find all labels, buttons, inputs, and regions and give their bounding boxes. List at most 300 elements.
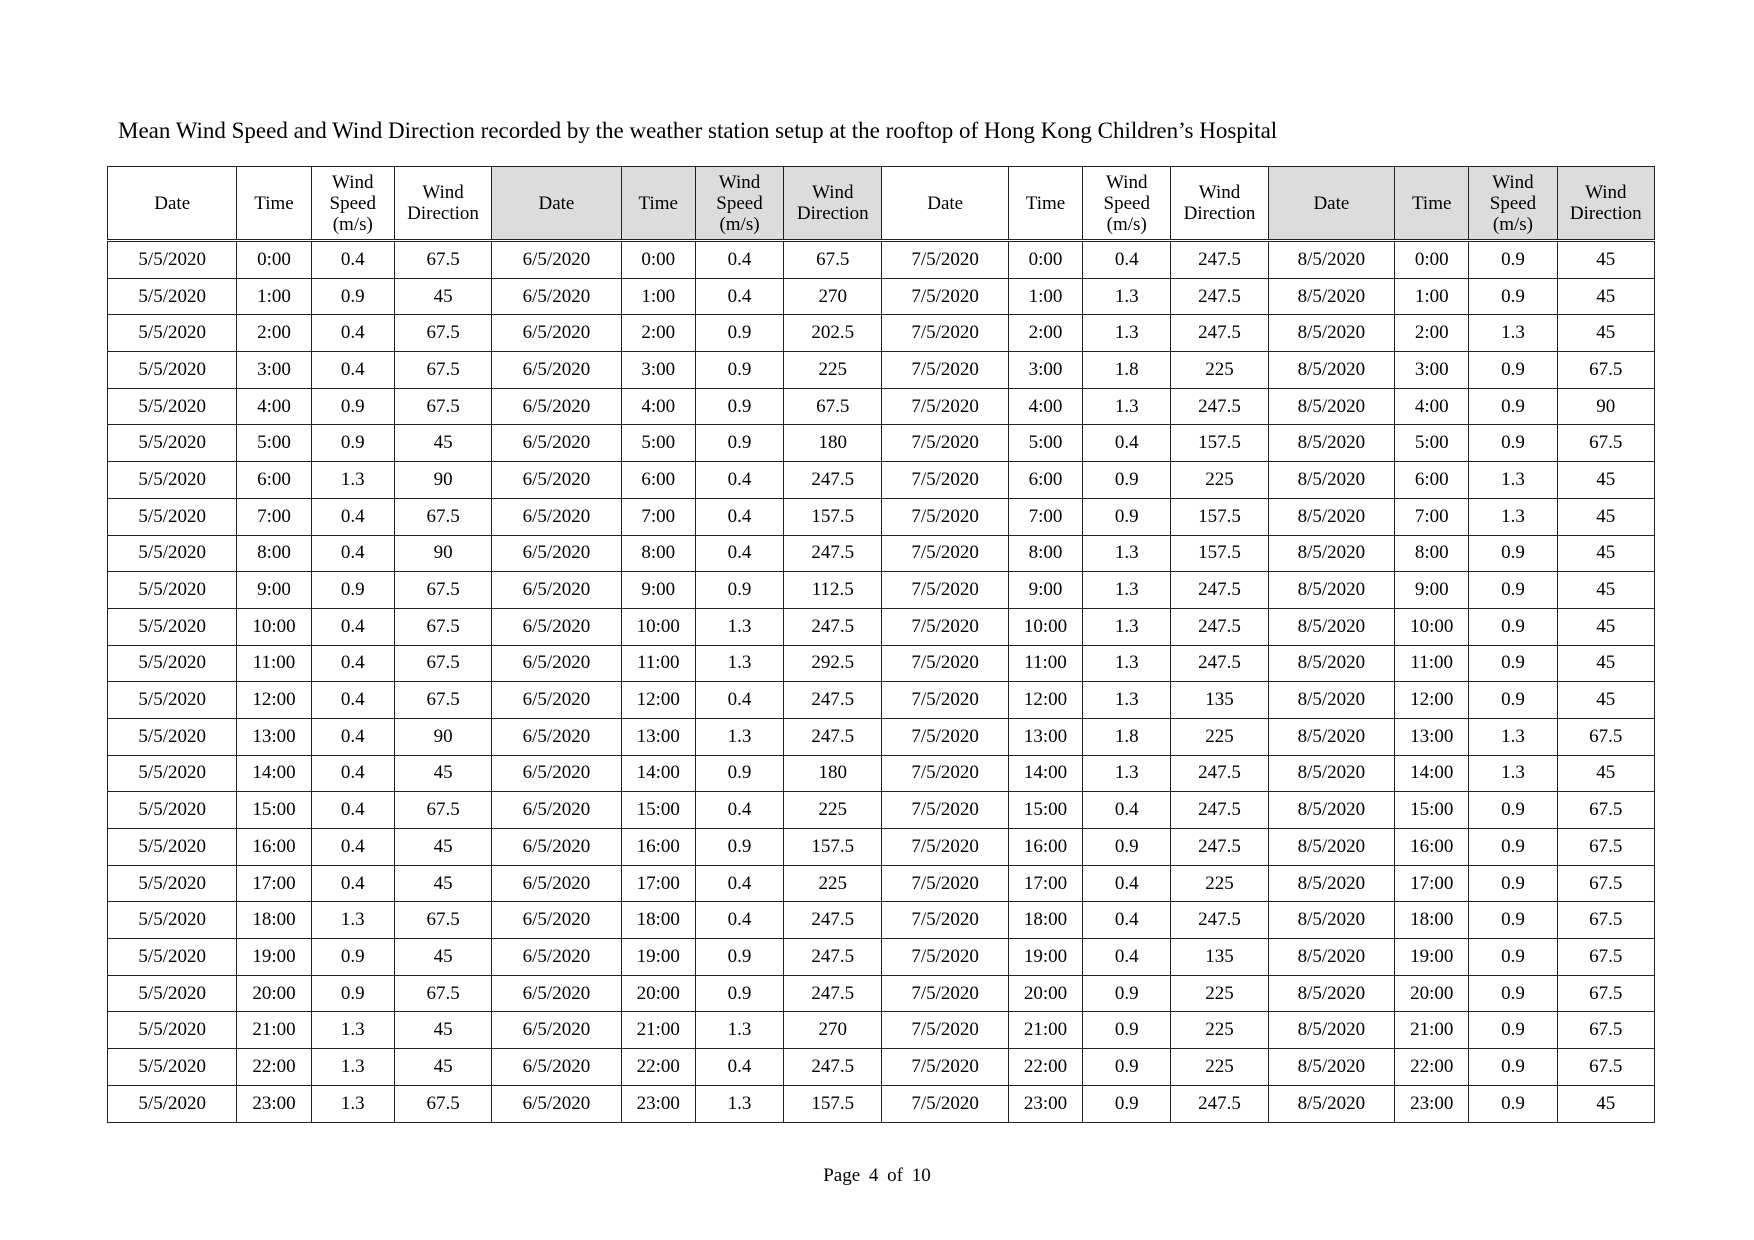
header-wind-speed-line: Speed (716, 192, 763, 214)
wind-direction-cell: 67.5 (1557, 975, 1654, 1012)
time-cell: 7:00 (1395, 498, 1469, 535)
date-cell: 8/5/2020 (1268, 645, 1394, 682)
date-cell: 7/5/2020 (882, 425, 1008, 462)
time-cell: 23:00 (1395, 1085, 1469, 1122)
time-cell: 5:00 (237, 425, 311, 462)
wind-speed-cell: 0.9 (1469, 792, 1557, 829)
table-row (108, 755, 1655, 792)
wind-direction-cell: 45 (1557, 572, 1654, 609)
time-cell: 19:00 (237, 939, 311, 976)
wind-direction-cell: 67.5 (394, 1085, 491, 1122)
wind-speed-cell: 0.4 (311, 645, 394, 682)
table-row (108, 388, 1655, 425)
wind-speed-cell: 0.4 (1083, 865, 1171, 902)
time-cell: 0:00 (621, 241, 695, 279)
wind-speed-cell: 0.9 (695, 755, 783, 792)
wind-direction-cell: 67.5 (394, 498, 491, 535)
date-cell: 8/5/2020 (1268, 718, 1394, 755)
time-cell: 11:00 (1008, 645, 1082, 682)
time-cell: 10:00 (237, 608, 311, 645)
header-wind-direction-line: Direction (407, 203, 479, 224)
wind-direction-cell: 45 (394, 755, 491, 792)
date-cell: 8/5/2020 (1268, 902, 1394, 939)
table-row (108, 1049, 1655, 1086)
date-cell: 5/5/2020 (108, 1085, 237, 1122)
wind-speed-cell: 0.9 (695, 939, 783, 976)
time-cell: 15:00 (1395, 792, 1469, 829)
time-cell: 6:00 (237, 462, 311, 499)
header-time: Time (237, 167, 311, 241)
date-cell: 5/5/2020 (108, 462, 237, 499)
date-cell: 6/5/2020 (492, 939, 621, 976)
header-wind-speed-line: (m/s) (719, 213, 760, 235)
wind-direction-cell: 45 (1557, 462, 1654, 499)
wind-direction-cell: 202.5 (784, 315, 882, 352)
header-wind-speed-line: Wind (718, 171, 761, 193)
header-date: Date (882, 167, 1008, 241)
time-cell: 2:00 (1395, 315, 1469, 352)
date-cell: 5/5/2020 (108, 792, 237, 829)
wind-direction-cell: 45 (394, 939, 491, 976)
wind-speed-cell: 0.9 (1469, 425, 1557, 462)
date-cell: 7/5/2020 (882, 278, 1008, 315)
table-row (108, 535, 1655, 572)
time-cell: 20:00 (237, 975, 311, 1012)
wind-direction-cell: 270 (784, 278, 882, 315)
wind-direction-cell: 157.5 (784, 829, 882, 866)
time-cell: 11:00 (237, 645, 311, 682)
wind-direction-cell: 67.5 (1557, 425, 1654, 462)
time-cell: 12:00 (237, 682, 311, 719)
wind-speed-cell: 0.9 (1083, 462, 1171, 499)
time-cell: 23:00 (1008, 1085, 1082, 1122)
header-wind-speed-line: (m/s) (332, 213, 373, 235)
wind-speed-cell: 1.3 (1083, 315, 1171, 352)
time-cell: 13:00 (1395, 718, 1469, 755)
date-cell: 8/5/2020 (1268, 425, 1394, 462)
wind-direction-cell: 225 (1171, 865, 1268, 902)
header-wind-speed (1469, 167, 1557, 241)
wind-direction-cell: 45 (394, 865, 491, 902)
date-cell: 8/5/2020 (1268, 939, 1394, 976)
date-cell: 7/5/2020 (882, 645, 1008, 682)
header-wind-speed-line: (m/s) (1492, 213, 1534, 235)
date-cell: 5/5/2020 (108, 608, 237, 645)
date-cell: 5/5/2020 (108, 645, 237, 682)
date-cell: 8/5/2020 (1268, 498, 1394, 535)
wind-speed-cell: 0.9 (1469, 645, 1557, 682)
wind-direction-cell: 45 (1557, 315, 1654, 352)
wind-speed-cell: 0.4 (311, 865, 394, 902)
table-row (108, 278, 1655, 315)
date-cell: 7/5/2020 (882, 718, 1008, 755)
wind-speed-cell: 0.4 (311, 352, 394, 389)
date-cell: 7/5/2020 (882, 902, 1008, 939)
wind-speed-cell: 0.4 (311, 718, 394, 755)
wind-speed-cell: 0.9 (695, 315, 783, 352)
of-label: of (887, 1165, 903, 1186)
time-cell: 1:00 (1395, 278, 1469, 315)
wind-speed-cell: 0.9 (1469, 829, 1557, 866)
table-row (108, 241, 1655, 279)
time-cell: 20:00 (1008, 975, 1082, 1012)
wind-direction-cell: 157.5 (784, 498, 882, 535)
date-cell: 5/5/2020 (108, 388, 237, 425)
time-cell: 2:00 (621, 315, 695, 352)
time-cell: 14:00 (237, 755, 311, 792)
table-row (108, 498, 1655, 535)
wind-speed-cell: 0.9 (1083, 1049, 1171, 1086)
date-cell: 5/5/2020 (108, 718, 237, 755)
wind-direction-cell: 45 (1557, 1085, 1654, 1122)
time-cell: 8:00 (237, 535, 311, 572)
date-cell: 5/5/2020 (108, 1012, 237, 1049)
time-cell: 13:00 (1008, 718, 1082, 755)
date-cell: 5/5/2020 (108, 278, 237, 315)
document-title: Mean Wind Speed and Wind Direction recorded by the weather station setup at the rooftop of Hong Kong Children’s Hospital (118, 118, 1278, 143)
wind-speed-cell: 0.9 (695, 829, 783, 866)
date-cell: 7/5/2020 (882, 572, 1008, 609)
date-cell: 8/5/2020 (1268, 865, 1394, 902)
wind-speed-cell: 0.9 (1469, 975, 1557, 1012)
date-cell: 5/5/2020 (108, 865, 237, 902)
table-row (108, 315, 1655, 352)
wind-direction-cell: 67.5 (1557, 718, 1654, 755)
wind-speed-cell: 0.9 (1469, 902, 1557, 939)
wind-direction-cell: 225 (1171, 462, 1268, 499)
date-cell: 8/5/2020 (1268, 241, 1394, 279)
wind-direction-cell: 247.5 (1171, 315, 1268, 352)
wind-direction-cell: 45 (1557, 608, 1654, 645)
wind-speed-cell: 1.3 (311, 462, 394, 499)
table-row (108, 902, 1655, 939)
wind-speed-cell: 0.4 (311, 608, 394, 645)
wind-speed-cell: 1.3 (1083, 645, 1171, 682)
time-cell: 6:00 (1395, 462, 1469, 499)
wind-direction-cell: 67.5 (394, 352, 491, 389)
time-cell: 10:00 (1008, 608, 1082, 645)
wind-speed-cell: 0.9 (1469, 1049, 1557, 1086)
time-cell: 14:00 (1008, 755, 1082, 792)
time-cell: 21:00 (621, 1012, 695, 1049)
wind-speed-cell: 1.3 (1469, 462, 1557, 499)
date-cell: 7/5/2020 (882, 535, 1008, 572)
time-cell: 11:00 (1395, 645, 1469, 682)
time-cell: 12:00 (621, 682, 695, 719)
time-cell: 2:00 (1008, 315, 1082, 352)
table-row (108, 1012, 1655, 1049)
wind-direction-cell: 67.5 (1557, 352, 1654, 389)
date-cell: 5/5/2020 (108, 498, 237, 535)
wind-speed-cell: 0.9 (1469, 278, 1557, 315)
date-cell: 5/5/2020 (108, 829, 237, 866)
header-wind-direction-line: Direction (1569, 203, 1642, 224)
date-cell: 5/5/2020 (108, 241, 237, 279)
time-cell: 0:00 (1008, 241, 1082, 279)
time-cell: 3:00 (1008, 352, 1082, 389)
wind-speed-cell: 0.4 (1083, 939, 1171, 976)
wind-speed-cell: 1.3 (1083, 572, 1171, 609)
wind-speed-cell: 0.9 (1469, 388, 1557, 425)
wind-speed-cell: 0.4 (695, 682, 783, 719)
wind-direction-cell: 247.5 (784, 462, 882, 499)
date-cell: 6/5/2020 (492, 1085, 621, 1122)
header-wind-direction-line: Wind (812, 182, 854, 203)
wind-direction-cell: 67.5 (394, 572, 491, 609)
date-cell: 5/5/2020 (108, 425, 237, 462)
wind-speed-cell: 0.4 (695, 462, 783, 499)
table-row (108, 425, 1655, 462)
wind-speed-cell: 0.4 (311, 535, 394, 572)
date-cell: 8/5/2020 (1268, 1049, 1394, 1086)
date-cell: 6/5/2020 (492, 975, 621, 1012)
wind-speed-cell: 0.9 (695, 425, 783, 462)
date-cell: 6/5/2020 (492, 462, 621, 499)
header-time: Time (1395, 167, 1469, 241)
header-wind-direction (784, 167, 882, 241)
wind-direction-cell: 45 (394, 425, 491, 462)
wind-speed-cell: 1.3 (311, 1049, 394, 1086)
wind-direction-cell: 45 (1557, 498, 1654, 535)
wind-direction-cell: 67.5 (394, 315, 491, 352)
time-cell: 8:00 (1008, 535, 1082, 572)
time-cell: 7:00 (1008, 498, 1082, 535)
table-row (108, 865, 1655, 902)
wind-direction-cell: 247.5 (1171, 388, 1268, 425)
wind-speed-cell: 1.3 (695, 1012, 783, 1049)
wind-direction-cell: 90 (394, 535, 491, 572)
time-cell: 11:00 (621, 645, 695, 682)
time-cell: 3:00 (237, 352, 311, 389)
table-row (108, 975, 1655, 1012)
wind-speed-cell: 1.3 (1083, 535, 1171, 572)
time-cell: 16:00 (1008, 829, 1082, 866)
header-wind-direction (1171, 167, 1268, 241)
wind-direction-cell: 247.5 (784, 1049, 882, 1086)
header-wind-direction (394, 167, 491, 241)
wind-direction-cell: 45 (394, 829, 491, 866)
time-cell: 15:00 (621, 792, 695, 829)
time-cell: 13:00 (237, 718, 311, 755)
time-cell: 19:00 (1395, 939, 1469, 976)
date-cell: 6/5/2020 (492, 572, 621, 609)
wind-speed-cell: 1.3 (695, 718, 783, 755)
time-cell: 18:00 (621, 902, 695, 939)
time-cell: 14:00 (1395, 755, 1469, 792)
wind-speed-cell: 0.9 (695, 572, 783, 609)
time-cell: 20:00 (1395, 975, 1469, 1012)
wind-direction-cell: 67.5 (394, 608, 491, 645)
table-row (108, 682, 1655, 719)
date-cell: 7/5/2020 (882, 241, 1008, 279)
wind-speed-cell: 1.3 (1469, 755, 1557, 792)
wind-direction-cell: 247.5 (1171, 829, 1268, 866)
date-cell: 6/5/2020 (492, 1012, 621, 1049)
date-cell: 7/5/2020 (882, 792, 1008, 829)
wind-direction-cell: 67.5 (394, 241, 491, 279)
time-cell: 18:00 (1008, 902, 1082, 939)
wind-speed-cell: 1.3 (1469, 315, 1557, 352)
wind-speed-cell: 0.9 (1083, 975, 1171, 1012)
table-row (108, 792, 1655, 829)
time-cell: 15:00 (237, 792, 311, 829)
wind-direction-cell: 135 (1171, 939, 1268, 976)
wind-speed-cell: 1.8 (1083, 352, 1171, 389)
wind-speed-cell: 0.4 (311, 829, 394, 866)
wind-speed-cell: 1.8 (1083, 718, 1171, 755)
time-cell: 22:00 (621, 1049, 695, 1086)
date-cell: 6/5/2020 (492, 1049, 621, 1086)
wind-speed-cell: 1.3 (311, 902, 394, 939)
wind-direction-cell: 157.5 (1171, 425, 1268, 462)
wind-speed-cell: 0.9 (311, 939, 394, 976)
time-cell: 19:00 (621, 939, 695, 976)
wind-direction-cell: 247.5 (1171, 1085, 1268, 1122)
wind-speed-cell: 0.4 (311, 241, 394, 279)
header-wind-speed-line: Wind (1492, 171, 1534, 193)
wind-speed-cell: 0.9 (1083, 829, 1171, 866)
time-cell: 17:00 (237, 865, 311, 902)
wind-direction-cell: 67.5 (784, 388, 882, 425)
header-wind-speed-line: Wind (332, 171, 374, 193)
wind-direction-cell: 247.5 (784, 535, 882, 572)
time-cell: 21:00 (1008, 1012, 1082, 1049)
time-cell: 6:00 (1008, 462, 1082, 499)
wind-direction-cell: 67.5 (1557, 1012, 1654, 1049)
time-cell: 0:00 (1395, 241, 1469, 279)
date-cell: 7/5/2020 (882, 315, 1008, 352)
date-cell: 8/5/2020 (1268, 572, 1394, 609)
date-cell: 5/5/2020 (108, 975, 237, 1012)
date-cell: 6/5/2020 (492, 535, 621, 572)
wind-direction-cell: 67.5 (1557, 939, 1654, 976)
time-cell: 2:00 (237, 315, 311, 352)
header-time: Time (621, 167, 695, 241)
wind-direction-cell: 45 (1557, 278, 1654, 315)
wind-direction-cell: 225 (1171, 1012, 1268, 1049)
date-cell: 7/5/2020 (882, 388, 1008, 425)
time-cell: 17:00 (621, 865, 695, 902)
page-number: 4 (868, 1165, 879, 1186)
wind-speed-cell: 0.4 (695, 792, 783, 829)
time-cell: 15:00 (1008, 792, 1082, 829)
time-cell: 18:00 (1395, 902, 1469, 939)
table-row (108, 939, 1655, 976)
date-cell: 6/5/2020 (492, 352, 621, 389)
wind-speed-cell: 0.9 (1469, 939, 1557, 976)
date-cell: 8/5/2020 (1268, 1085, 1394, 1122)
wind-direction-cell: 247.5 (784, 608, 882, 645)
wind-speed-cell: 0.9 (695, 388, 783, 425)
wind-direction-cell: 67.5 (394, 645, 491, 682)
date-cell: 5/5/2020 (108, 352, 237, 389)
date-cell: 6/5/2020 (492, 682, 621, 719)
table-row (108, 1085, 1655, 1122)
table-header-row (108, 167, 1655, 241)
wind-direction-cell: 45 (394, 1012, 491, 1049)
wind-direction-cell: 135 (1171, 682, 1268, 719)
date-cell: 7/5/2020 (882, 939, 1008, 976)
header-wind-direction-line: Direction (1183, 203, 1256, 224)
header-wind-direction-line: Direction (796, 203, 869, 224)
wind-speed-cell: 0.4 (695, 278, 783, 315)
time-cell: 22:00 (237, 1049, 311, 1086)
header-wind-speed (311, 167, 394, 241)
wind-direction-cell: 247.5 (1171, 792, 1268, 829)
time-cell: 14:00 (621, 755, 695, 792)
date-cell: 8/5/2020 (1268, 1012, 1394, 1049)
wind-direction-cell: 67.5 (394, 388, 491, 425)
page-footer (0, 1165, 1754, 1187)
wind-speed-cell: 1.3 (1083, 755, 1171, 792)
date-cell: 6/5/2020 (492, 755, 621, 792)
wind-speed-cell: 1.3 (311, 1085, 394, 1122)
wind-data-table (107, 166, 1655, 1123)
date-cell: 6/5/2020 (492, 865, 621, 902)
header-wind-direction-line: Wind (422, 182, 464, 203)
wind-direction-cell: 225 (1171, 352, 1268, 389)
wind-direction-cell: 67.5 (1557, 865, 1654, 902)
wind-direction-cell: 67.5 (394, 792, 491, 829)
wind-direction-cell: 247.5 (1171, 241, 1268, 279)
wind-speed-cell: 0.4 (695, 902, 783, 939)
header-time: Time (1008, 167, 1082, 241)
date-cell: 6/5/2020 (492, 425, 621, 462)
time-cell: 21:00 (1395, 1012, 1469, 1049)
wind-speed-cell: 0.9 (1469, 241, 1557, 279)
date-cell: 5/5/2020 (108, 572, 237, 609)
wind-direction-cell: 225 (784, 865, 882, 902)
wind-direction-cell: 90 (394, 462, 491, 499)
time-cell: 9:00 (1395, 572, 1469, 609)
time-cell: 9:00 (237, 572, 311, 609)
page-total: 10 (911, 1165, 931, 1186)
wind-speed-cell: 1.3 (1083, 682, 1171, 719)
wind-speed-cell: 0.9 (1469, 608, 1557, 645)
time-cell: 6:00 (621, 462, 695, 499)
wind-speed-cell: 0.4 (1083, 792, 1171, 829)
time-cell: 7:00 (237, 498, 311, 535)
time-cell: 9:00 (621, 572, 695, 609)
wind-direction-cell: 225 (784, 352, 882, 389)
time-cell: 5:00 (1395, 425, 1469, 462)
date-cell: 8/5/2020 (1268, 315, 1394, 352)
time-cell: 5:00 (1008, 425, 1082, 462)
wind-speed-cell: 0.4 (695, 535, 783, 572)
date-cell: 8/5/2020 (1268, 608, 1394, 645)
wind-direction-cell: 247.5 (1171, 645, 1268, 682)
date-cell: 7/5/2020 (882, 462, 1008, 499)
wind-direction-cell: 67.5 (1557, 829, 1654, 866)
wind-speed-cell: 1.3 (695, 1085, 783, 1122)
wind-speed-cell: 0.4 (311, 755, 394, 792)
wind-speed-cell: 0.9 (1083, 1085, 1171, 1122)
date-cell: 7/5/2020 (882, 682, 1008, 719)
date-cell: 6/5/2020 (492, 388, 621, 425)
wind-direction-cell: 67.5 (394, 902, 491, 939)
date-cell: 6/5/2020 (492, 829, 621, 866)
date-cell: 8/5/2020 (1268, 829, 1394, 866)
date-cell: 6/5/2020 (492, 902, 621, 939)
date-cell: 8/5/2020 (1268, 975, 1394, 1012)
wind-speed-cell: 0.9 (1469, 1012, 1557, 1049)
wind-direction-cell: 157.5 (784, 1085, 882, 1122)
time-cell: 19:00 (1008, 939, 1082, 976)
time-cell: 1:00 (621, 278, 695, 315)
date-cell: 5/5/2020 (108, 939, 237, 976)
date-cell: 7/5/2020 (882, 1049, 1008, 1086)
wind-speed-cell: 0.9 (1469, 682, 1557, 719)
